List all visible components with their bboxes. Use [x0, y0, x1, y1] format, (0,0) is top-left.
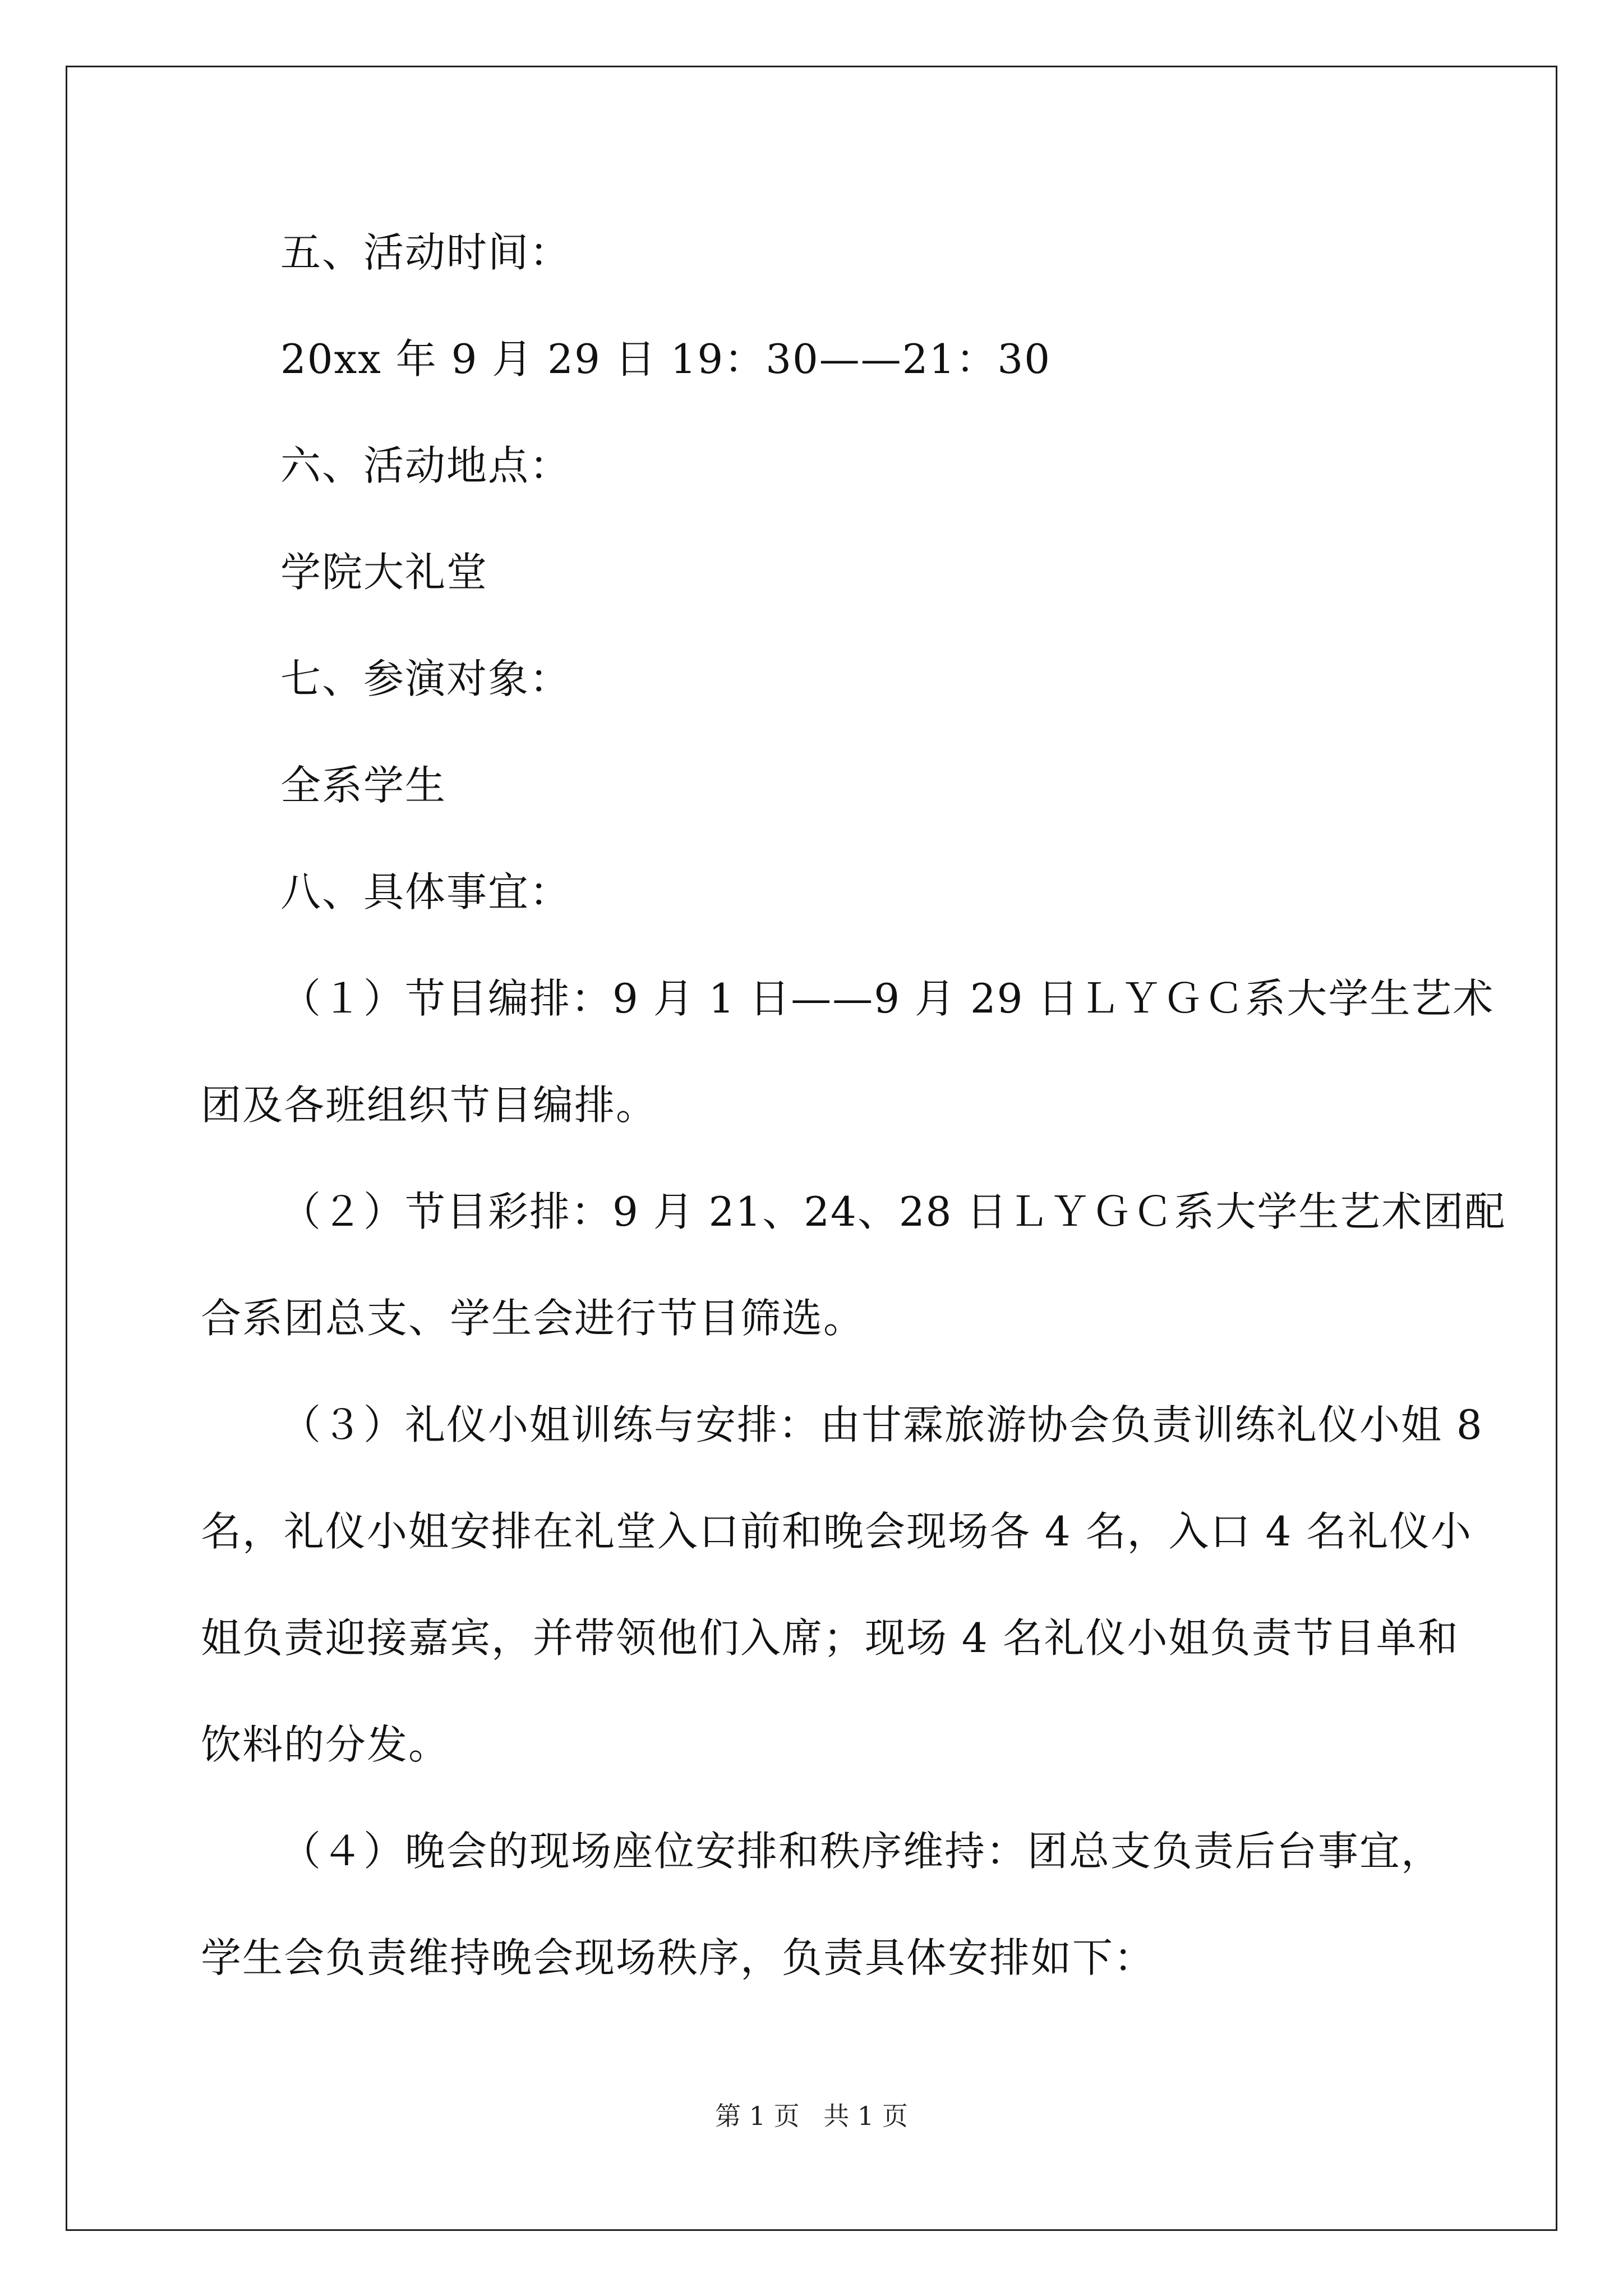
activity-location-value: 学院大礼堂: [280, 549, 488, 596]
detail-item-3-line-4: 饮料的分发。: [201, 1721, 450, 1768]
section-heading-details: 八、具体事宜：: [280, 868, 571, 915]
detail-item-3-line-2: 名，礼仪小姐安排在礼堂入口前和晚会现场各 4 名，入口 4 名礼仪小: [201, 1508, 1473, 1555]
detail-item-4-line-2: 学生会负责维持晚会现场秩序，负责具体安排如下：: [201, 1934, 1156, 1981]
activity-time-value: 20xx 年 9 月 29 日 19：30——21：30: [280, 335, 1052, 383]
detail-item-1-line-1: （１）节目编排：9 月 1 日——9 月 29 日ＬＹＧＣ系大学生艺术: [280, 975, 1495, 1022]
detail-item-2-line-1: （２）节目彩排：9 月 21、24、28 日ＬＹＧＣ系大学生艺术团配: [280, 1188, 1506, 1235]
section-heading-participants: 七、参演对象：: [280, 655, 571, 702]
page-total: 共 1 页: [823, 2101, 908, 2131]
detail-item-2-line-2: 合系团总支、学生会进行节目筛选。: [201, 1295, 865, 1342]
participants-value: 全系学生: [280, 762, 447, 809]
detail-item-3-line-1: （３）礼仪小姐训练与安排：由甘霖旅游协会负责训练礼仪小姐 8: [280, 1401, 1483, 1448]
detail-item-1-line-2: 团及各班组织节目编排。: [201, 1082, 658, 1129]
page-footer: [0, 2099, 1623, 2133]
detail-item-3-line-3: 姐负责迎接嘉宾，并带领他们入席；现场 4 名礼仪小姐负责节目单和: [201, 1614, 1459, 1662]
section-heading-time: 五、活动时间：: [280, 229, 571, 276]
detail-item-4-line-1: （４）晚会的现场座位安排和秩序维持：团总支负责后台事宜，: [280, 1828, 1443, 1875]
page-number: 第 1 页: [715, 2101, 800, 2131]
page-border: [66, 66, 1557, 2231]
section-heading-location: 六、活动地点：: [280, 442, 571, 489]
